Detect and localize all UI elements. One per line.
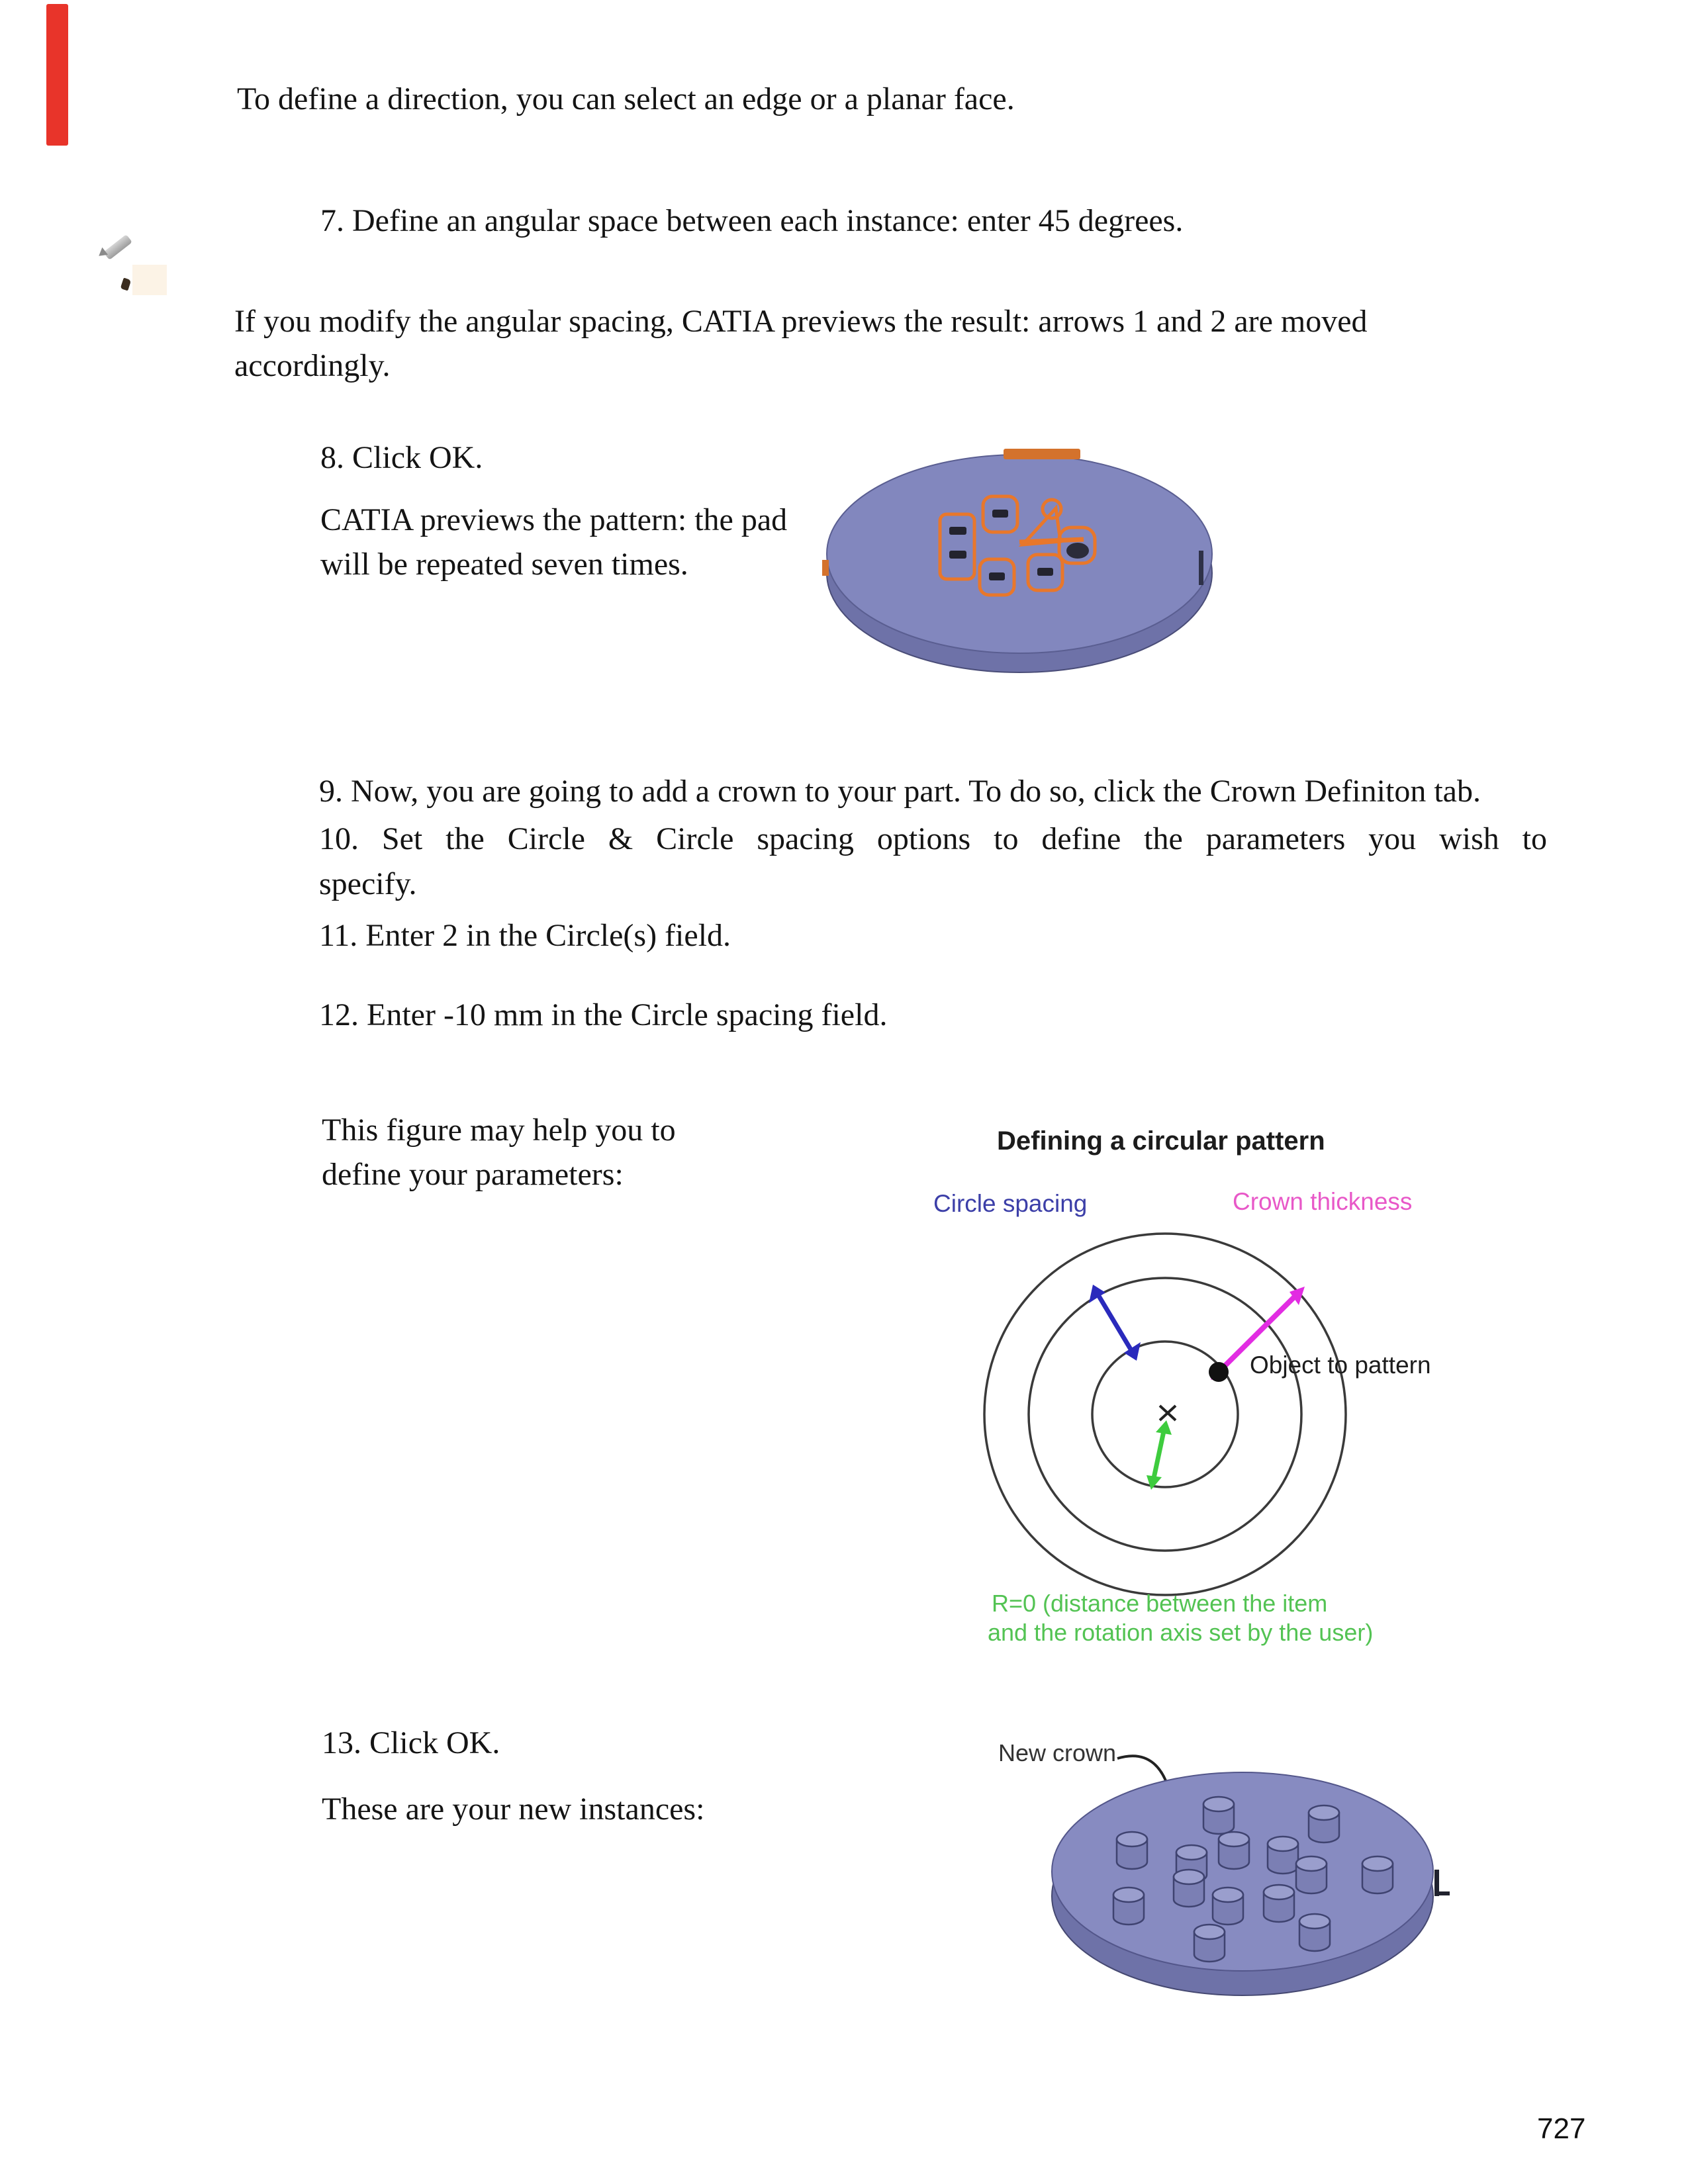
rotation-axis-x-mark — [1160, 1406, 1176, 1420]
red-margin-marker — [46, 4, 68, 146]
circle-spacing-arrow — [1089, 1285, 1141, 1361]
new-instances-image — [1047, 1754, 1458, 2038]
diagram-title: Defining a circular pattern — [997, 1126, 1325, 1156]
intro-text: To define a direction, you can select an edge or a planar face. — [237, 81, 1015, 116]
step-8: 8. Click OK. — [320, 440, 483, 475]
step-13-caption: These are your new instances: — [322, 1792, 705, 1827]
radius-note-line-1: R=0 (distance between the item — [992, 1590, 1328, 1617]
step-12: 12. Enter -10 mm in the Circle spacing field. — [319, 997, 888, 1032]
radius-note-line-2: and the rotation axis set by the user) — [988, 1619, 1374, 1646]
new-crown-label: New crown — [998, 1739, 1117, 1766]
pad-preview-image — [821, 443, 1218, 682]
object-to-pattern-label: Object to pattern — [1250, 1351, 1431, 1379]
figure-note-line-1: This figure may help you to — [322, 1113, 676, 1148]
page-number: 727 — [1537, 2113, 1586, 2145]
note-line-1: If you modify the angular spacing, CATIA previews the result: arrows 1 and 2 are moved — [234, 304, 1368, 339]
step-8-caption-2: will be repeated seven times. — [320, 547, 688, 582]
tip-pencil-icon — [103, 230, 143, 270]
step-9: 9. Now, you are going to add a crown to your part. To do so, click the Crown Definiton tab. — [319, 774, 1481, 809]
figure-note-line-2: define your parameters: — [322, 1157, 624, 1192]
note-line-2: accordingly. — [234, 348, 391, 383]
step-10-line-2: specify. — [319, 866, 417, 901]
step-8-caption-1: CATIA previews the pattern: the pad — [320, 502, 788, 537]
radius-arrow — [1147, 1420, 1172, 1490]
object-to-pattern-dot — [1209, 1362, 1229, 1382]
page-stain — [132, 265, 167, 295]
circular-pattern-diagram — [914, 1117, 1456, 1673]
step-7: 7. Define an angular space between each instance: enter 45 degrees. — [320, 203, 1184, 238]
step-13: 13. Click OK. — [322, 1725, 500, 1760]
crown-thickness-label: Crown thickness — [1233, 1188, 1413, 1215]
circle-spacing-label: Circle spacing — [933, 1190, 1088, 1217]
ink-mark — [120, 278, 132, 291]
step-10-line-1: 10. Set the Circle & Circle spacing options to define the parameters you wish to — [319, 821, 1547, 856]
step-11: 11. Enter 2 in the Circle(s) field. — [319, 918, 731, 953]
